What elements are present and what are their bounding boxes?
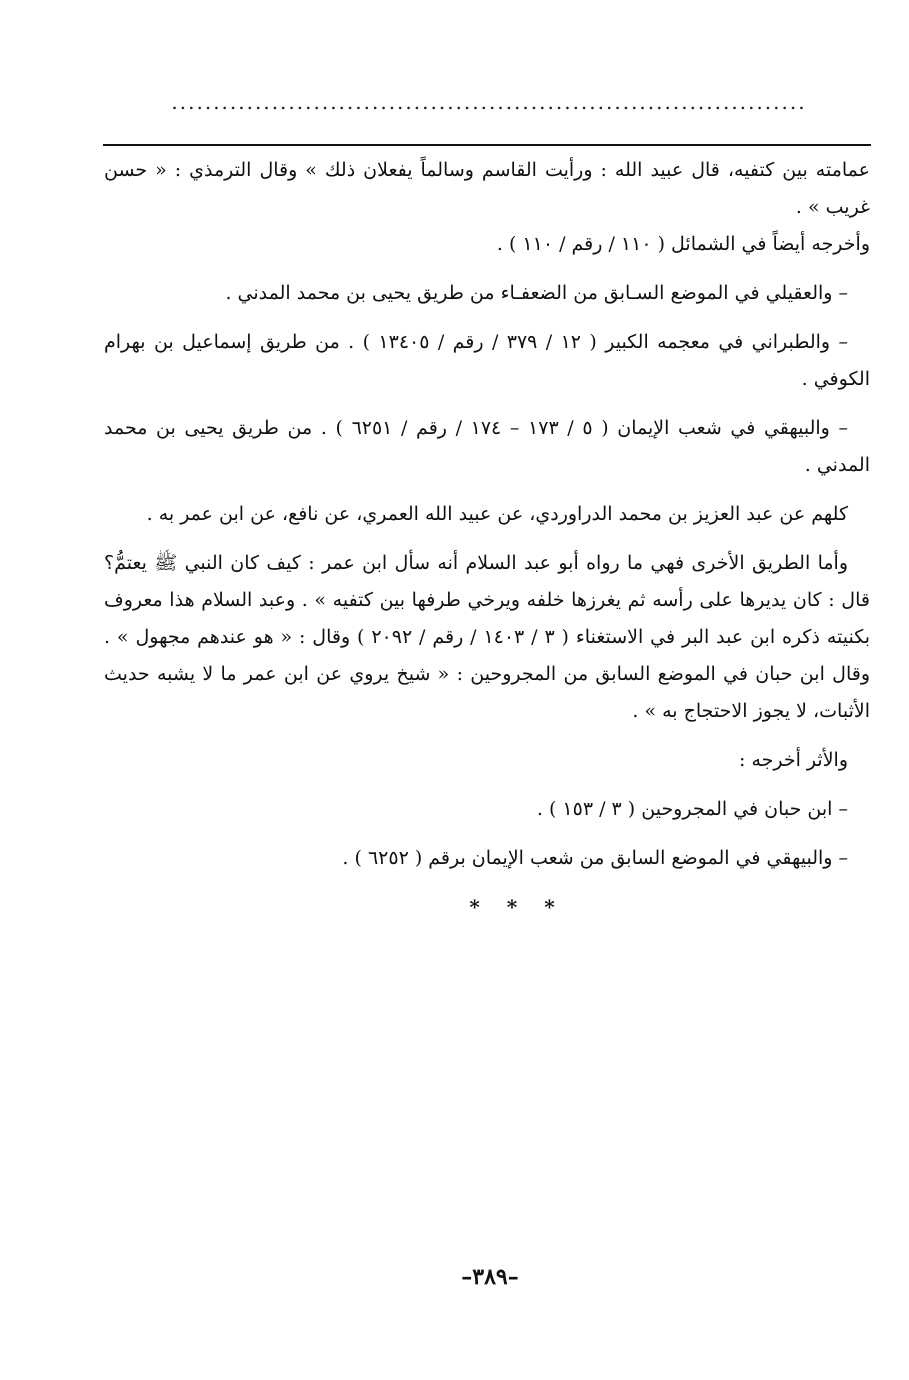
- paragraph-kulluhum: كلهم عن عبد العزيز بن محمد الدراوردي، عن عبيد الله العمري، عن نافع، عن ابن عمر به .: [146, 503, 848, 525]
- header-dotted-line: ............................................................................: [171, 90, 807, 114]
- paragraph-shamail: وأخرجه أيضاً في الشمائل ( ١١٠ / رقم / ١١٠ ) .: [496, 233, 870, 255]
- paragraph-second-route: وأما الطريق الأخرى فهي ما رواه أبو عبد السلام أنه سأل ابن عمر : كيف كان النبي ﷺ يعتمُّ؟ قال : كان يديرها على رأسه ثم يغرزها خلفه ويرخي طرفها بين كتفيه » . وعبد السلام هذا معروف بكنيته ذكره ابن عبد البر في الاستغناء ( ٣ / ١٤٠٣ / رقم / ٢٠٩٢ ) وقال : « هو عندهم مجهول » . وقال ابن حبان في الموضع السابق من المجروحين : « شيخ يروي عن ابن عمر ما لا يشبه حديث الأثبات، لا يجوز الاحتجاج به » .: [104, 552, 870, 722]
- section-separator: * * *: [469, 895, 565, 919]
- paragraph-bayhaqi: – والبيهقي في شعب الإيمان ( ٥ / ١٧٣ – ١٧٤ / رقم / ٦٢٥١ ) . من طريق يحيى بن محمد المدني .: [104, 417, 870, 476]
- paragraph-tabarani: – والطبراني في معجمه الكبير ( ١٢ / ٣٧٩ / رقم / ١٣٤٠٥ ) . من طريق إسماعيل بن بهرام الكوفي .: [104, 331, 870, 390]
- paragraph-bayhaqi-2: – والبيهقي في الموضع السابق من شعب الإيمان برقم ( ٦٢٥٢ ) .: [342, 847, 848, 869]
- paragraph-uqayli: – والعقيلي في الموضع السـابق من الضعفـاء من طريق يحيى بن محمد المدني .: [225, 282, 848, 304]
- footnote-body: [104, 152, 870, 926]
- paragraph-continuation: عمامته بين كتفيه، قال عبيد الله : ورأيت القاسم وسالماً يفعلان ذلك » وقال الترمذي : « حسن غريب » .: [104, 159, 870, 218]
- paragraph-ibn-hibban: – ابن حبان في المجروحين ( ٣ / ١٥٣ ) .: [536, 798, 848, 820]
- header-rule: [103, 144, 871, 146]
- paragraph-athar-intro: والأثر أخرجه :: [739, 749, 848, 771]
- page-number: –٣٨٩–: [461, 1264, 519, 1290]
